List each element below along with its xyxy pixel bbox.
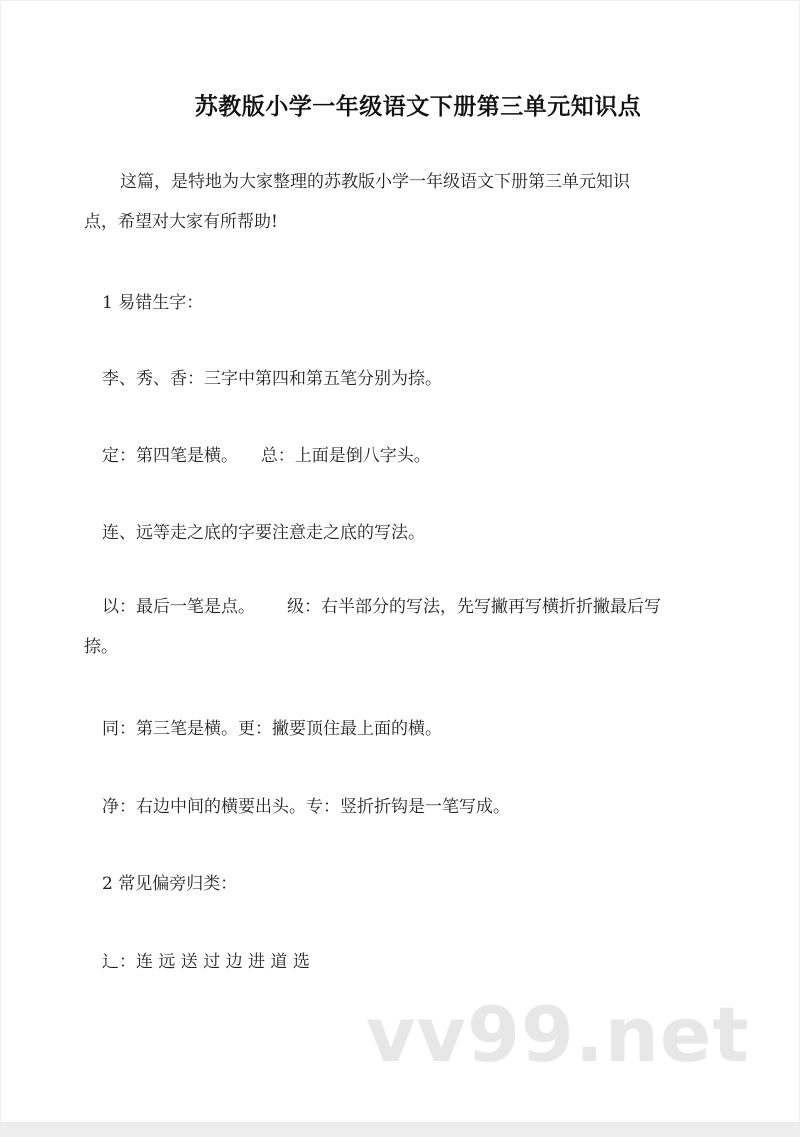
intro-line-1: 这篇，是特地为大家整理的苏教版小学一年级语文下册第三单元知识 — [120, 172, 630, 192]
note-ding-zong — [102, 441, 431, 466]
note-ding: 定：第四笔是横。 — [102, 446, 238, 466]
note-ji-continued: 捺。 — [84, 637, 118, 657]
section-2-heading: 2 常见偏旁归类： — [102, 874, 238, 894]
section-1-heading: 1 易错生字： — [102, 293, 204, 313]
note-yi-ji — [84, 587, 724, 667]
note-yi: 以：最后一笔是点。 — [102, 597, 255, 617]
note-jing-zhuan: 净：右边中间的横要出头。专：竖折折钩是一笔写成。 — [102, 797, 510, 817]
note-ji: 级：右半部分的写法，先写撇再写横折折撇最后写 — [287, 597, 661, 617]
note-lian-yuan: 连、远等走之底的字要注意走之底的写法。 — [102, 523, 425, 543]
note-zong: 总：上面是倒八字头。 — [260, 446, 431, 466]
page-bottom-edge — [0, 1122, 800, 1137]
document-title: 苏教版小学一年级语文下册第三单元知识点 — [194, 94, 642, 120]
radical-chuo-examples: 辶：连 远 送 过 边 进 道 选 — [102, 952, 310, 972]
note-li-xiu-xiang: 李、秀、香：三字中第四和第五笔分别为捺。 — [102, 369, 442, 389]
intro-paragraph — [84, 162, 724, 242]
note-tong-geng: 同：第三笔是横。更：撇要顶住最上面的横。 — [102, 719, 442, 739]
watermark: vv99.net — [366, 990, 750, 1079]
intro-line-2: 点，希望对大家有所帮助! — [84, 212, 278, 232]
